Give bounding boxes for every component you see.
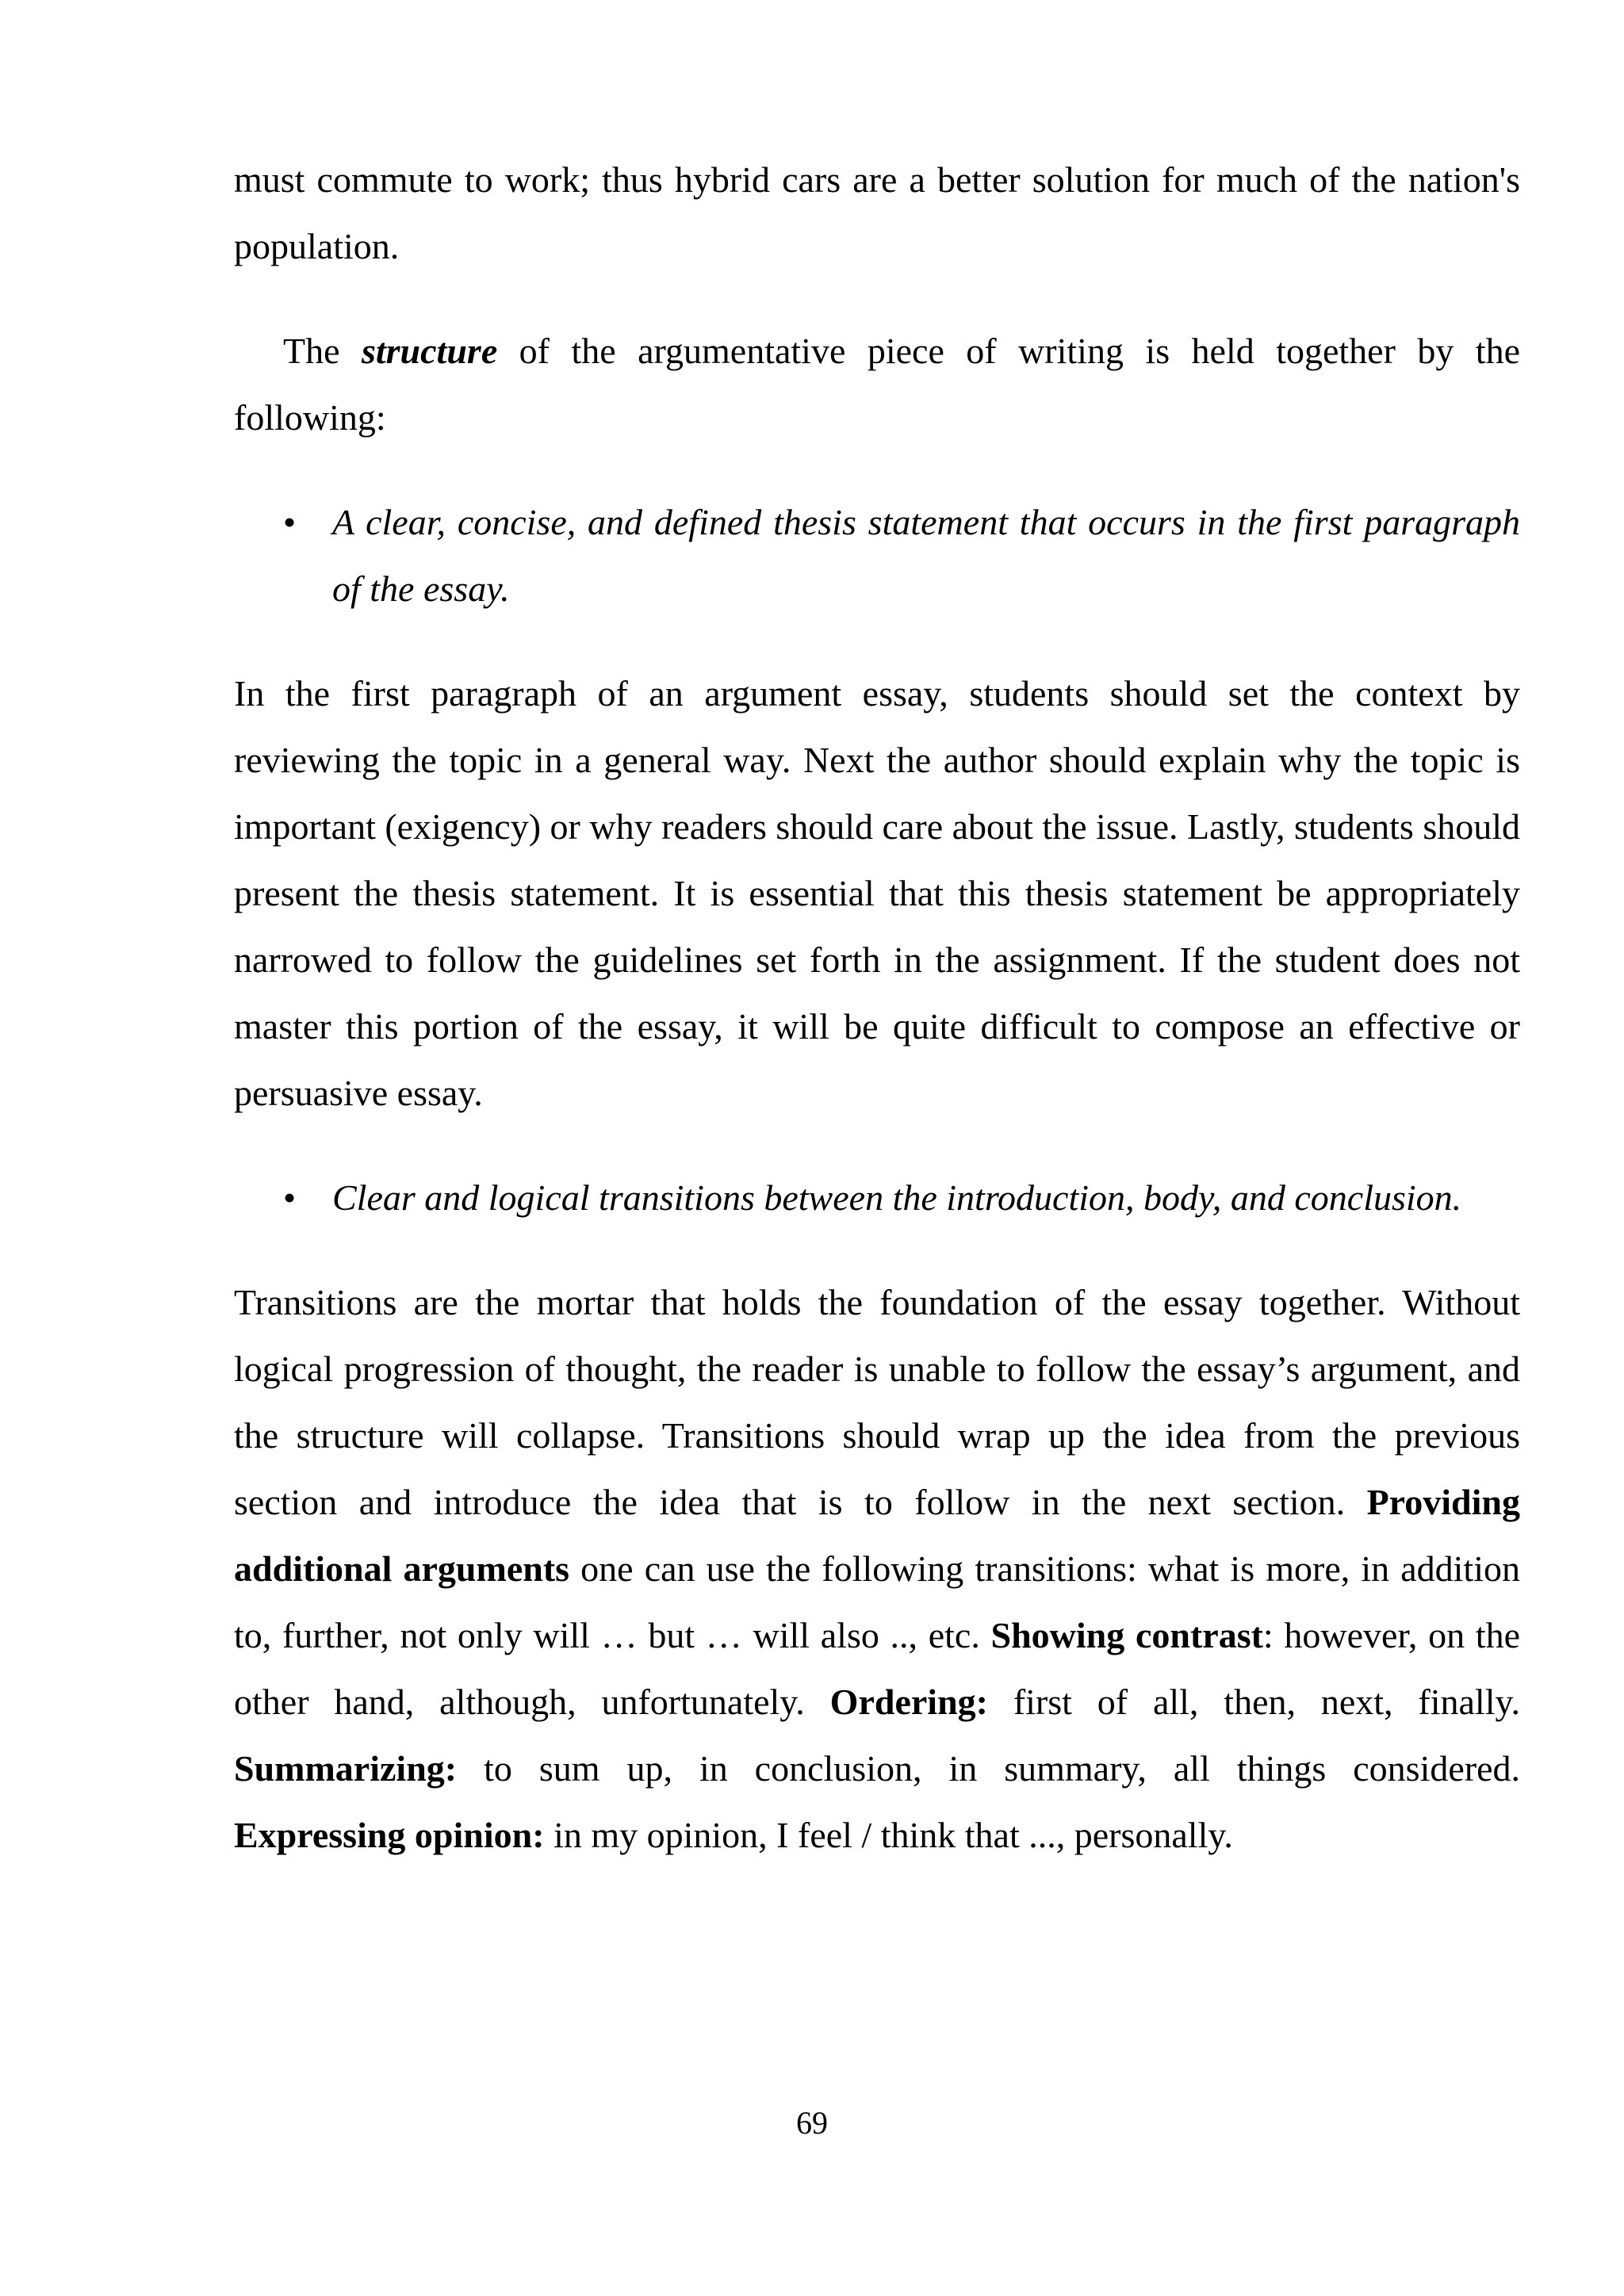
bullet-icon: •: [283, 1177, 297, 1218]
bold-term-expressing-opinion: Expressing opinion:: [234, 1815, 545, 1855]
bold-term-summarizing: Summarizing:: [234, 1748, 458, 1789]
page-number: 69: [796, 2105, 828, 2141]
bullet-item-thesis: [283, 489, 1520, 622]
paragraph-transitions: [234, 1269, 1520, 1869]
paragraph-continuation: must commute to work; thus hybrid cars are a better solution for much of the nation's population.: [234, 159, 1520, 266]
text-run: first of all, then, next, finally.: [987, 1682, 1520, 1722]
bold-term-additional-arguments: Providing additional arguments: [234, 1482, 1520, 1589]
text-run: : however, on the other hand, although, unfortunately.: [234, 1615, 1520, 1722]
emphasis-structure: structure: [361, 331, 498, 371]
text-run: one can use the following transitions: what is more, in addition to, further, not only will … but … will also .., etc.: [234, 1548, 1520, 1655]
text-run: to sum up, in conclusion, in summary, all things considered.: [457, 1748, 1520, 1789]
bullet-text: Clear and logical transitions between the introduction, body, and conclusion.: [332, 1177, 1462, 1218]
page-body: [234, 147, 1520, 1869]
paragraph-first-paragraph: In the first paragraph of an argument essay, students should set the context by reviewing the topic in a general way. Next the author should explain why the topic is important (exigency) or why readers should care about the issue. Lastly, students should present the thesis statement. It is essential that this thesis statement be appropriately narrowed to follow the guidelines set forth in the assignment. If the student does not master this portion of the essay, it will be quite difficult to compose an effective or persuasive essay.: [234, 673, 1520, 1113]
text-run: in my opinion, I feel / think that ..., personally.: [544, 1815, 1233, 1855]
text-run: of the argumentative piece of writing is held together by the following:: [234, 331, 1520, 438]
text-run: Transitions are the mortar that holds the foundation of the essay together. Without logical progression of thought, the reader is unable to follow the essay’s argument, and the structure will collapse. Transitions should wrap up the idea from the previous section and introduce the idea that is to follow in the next section.: [234, 1282, 1520, 1522]
bold-term-showing-contrast: Showing contrast: [990, 1615, 1263, 1655]
bold-term-ordering: Ordering:: [829, 1682, 988, 1722]
paragraph-structure-intro: [234, 318, 1520, 451]
bullet-item-transitions: [283, 1165, 1520, 1231]
bullet-text: A clear, concise, and defined thesis statement that occurs in the first paragraph of the essay.: [332, 502, 1520, 609]
bullet-icon: •: [283, 502, 297, 542]
text-run: The: [283, 331, 362, 371]
